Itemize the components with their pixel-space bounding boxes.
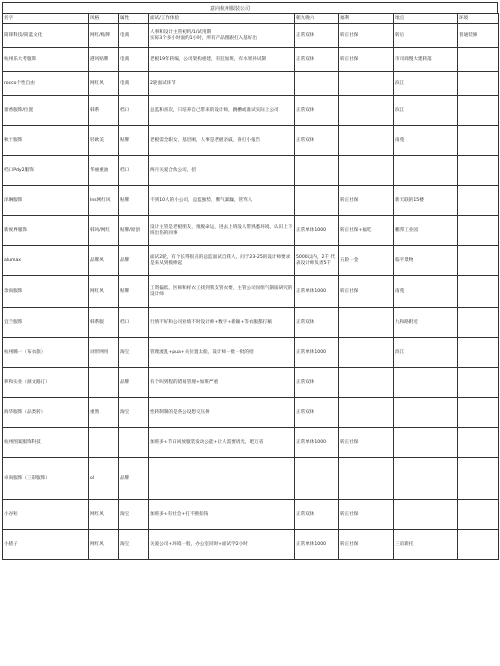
table-cell: 加班多+节日回放服装发动公能+让人需要请光，吧万省 bbox=[149, 428, 295, 458]
table-cell: 2轮面试环节 bbox=[149, 72, 295, 96]
table-cell: 萝和实业（颜文路订） bbox=[3, 368, 89, 398]
header-cell: 福利 bbox=[339, 14, 394, 24]
table-cell: 转正社保+福吃 bbox=[339, 216, 394, 246]
table-cell: 贴牌/原创 bbox=[119, 216, 149, 246]
sheet-title bbox=[2, 2, 498, 13]
table-cell: 正常单休1000 bbox=[295, 530, 339, 560]
table-cell: 正常双休 bbox=[295, 96, 339, 126]
table-cell: 老板需全职女，基层刚，人事是老板亲戚，喜打小报告 bbox=[149, 126, 295, 156]
table-cell: 关爱公司+环境一般，办公室同时+面试学2小时 bbox=[149, 530, 295, 560]
table-cell: 杭州图案服饰科技 bbox=[3, 428, 89, 458]
table-cell: 转正社保 bbox=[339, 428, 394, 458]
table-row bbox=[3, 338, 499, 368]
header-row bbox=[3, 14, 499, 24]
table-cell: 滨江 bbox=[394, 338, 458, 368]
table-cell: 转正社保 bbox=[339, 186, 394, 216]
table-row bbox=[3, 72, 499, 96]
table-cell bbox=[394, 398, 458, 428]
table-cell: 转后 bbox=[394, 24, 458, 48]
table-cell: 网红风 bbox=[89, 500, 119, 530]
table-cell: 转正社保 bbox=[339, 48, 394, 72]
table-cell: 滨江 bbox=[394, 72, 458, 96]
spreadsheet bbox=[2, 2, 498, 560]
table-cell: 有个叫到程的错易管理+加班严重 bbox=[149, 368, 295, 398]
table-cell: 滨江 bbox=[394, 96, 458, 126]
table-cell bbox=[339, 398, 394, 428]
table-cell: 老板19年转编，公司架构重建，有狂加班，有水果补试制 bbox=[149, 48, 295, 72]
table-cell: 品牌 bbox=[119, 368, 149, 398]
table-cell bbox=[458, 368, 499, 398]
table-cell: 正常单休1000 bbox=[295, 428, 339, 458]
table-cell: 正常双休 bbox=[295, 398, 339, 428]
table-row bbox=[3, 48, 499, 72]
table-cell: 鹏邦工业园 bbox=[394, 216, 458, 246]
table-cell: 网红风 bbox=[89, 276, 119, 308]
table-cell: 加班多+有社会+打不断扣钱 bbox=[149, 500, 295, 530]
table-cell: 转正社保 bbox=[339, 24, 394, 48]
table-cell bbox=[458, 428, 499, 458]
table-cell: 华丽重油 bbox=[89, 156, 119, 186]
table-cell bbox=[339, 156, 394, 186]
table-cell: 正常单休1000 bbox=[295, 216, 339, 246]
table-cell: 临平景物 bbox=[394, 246, 458, 276]
table-cell bbox=[339, 338, 394, 368]
table-cell: 正常单休1000 bbox=[295, 276, 339, 308]
table-cell bbox=[458, 530, 499, 560]
table-cell bbox=[458, 308, 499, 338]
table-cell: 杭州腾一（布衣旅） bbox=[3, 338, 89, 368]
table-cell bbox=[394, 458, 458, 500]
table-cell: 宜兰服饰 bbox=[3, 308, 89, 338]
table-cell bbox=[458, 276, 499, 308]
table-cell: 韩系服 bbox=[89, 308, 119, 338]
table-cell: 港风贴牌 bbox=[89, 48, 119, 72]
header-cell: 地点 bbox=[394, 14, 458, 24]
table-cell: 重然 bbox=[89, 398, 119, 428]
header-cell: 风格 bbox=[89, 14, 119, 24]
table-cell bbox=[394, 156, 458, 186]
table-cell: 档口 bbox=[119, 156, 149, 186]
table-cell bbox=[394, 428, 458, 458]
table-cell: 正常双休 bbox=[295, 126, 339, 156]
table-cell bbox=[339, 308, 394, 338]
table-cell bbox=[339, 368, 394, 398]
table-cell: 品牌风 bbox=[89, 246, 119, 276]
table-row bbox=[3, 530, 499, 560]
table-cell: 淘宝 bbox=[119, 530, 149, 560]
table-cell bbox=[339, 72, 394, 96]
table-cell: 网红风 bbox=[89, 72, 119, 96]
table-cell: 面试2轮，有个长得很丑的总监面试自我人，问于23-25的设计师要求是来从到模棒起 bbox=[149, 246, 295, 276]
table-row bbox=[3, 24, 499, 48]
table-cell bbox=[394, 368, 458, 398]
table-row bbox=[3, 458, 499, 500]
table-cell bbox=[458, 96, 499, 126]
table-cell bbox=[458, 48, 499, 72]
table-cell: 小谷粒 bbox=[3, 500, 89, 530]
table-cell bbox=[295, 72, 339, 96]
table-cell: 正常双休 bbox=[295, 368, 339, 398]
table-cell: 品牌 bbox=[119, 458, 149, 500]
table-row bbox=[3, 368, 499, 398]
table-cell bbox=[458, 72, 499, 96]
table-cell: 新天联的15楼 bbox=[394, 186, 458, 216]
table-cell: 蕾香服饰/位置 bbox=[3, 96, 89, 126]
table-cell: 电商 bbox=[119, 72, 149, 96]
table-row bbox=[3, 186, 499, 216]
company-table bbox=[2, 13, 499, 560]
table-cell: 档口Pdy2服饰 bbox=[3, 156, 89, 186]
table-row bbox=[3, 308, 499, 338]
table-cell bbox=[458, 500, 499, 530]
table-row bbox=[3, 126, 499, 156]
table-cell: 正常双休 bbox=[295, 500, 339, 530]
table-cell: 余尚服饰 bbox=[3, 276, 89, 308]
table-cell bbox=[89, 368, 119, 398]
table-cell bbox=[458, 338, 499, 368]
table-cell: 泽琳服饰 bbox=[3, 186, 89, 216]
table-cell: 转正社保 bbox=[339, 500, 394, 530]
table-cell: 词形网用 bbox=[89, 338, 119, 368]
table-cell: 转正社保 bbox=[339, 276, 394, 308]
table-cell: ol bbox=[89, 458, 119, 500]
table-cell: 不到10人的小公司，总监独势，脾气暴躁，管骂人 bbox=[149, 186, 295, 216]
table-cell: 秋十服饰 bbox=[3, 126, 89, 156]
table-cell: 卓尚服饰（三彩服饰） bbox=[3, 458, 89, 500]
sheet-title-text: 意向杭州服装公司 bbox=[209, 5, 250, 12]
table-cell: 正常双休 bbox=[295, 24, 339, 48]
table-cell: rocco个性自由 bbox=[3, 72, 89, 96]
table-cell bbox=[295, 458, 339, 500]
table-cell bbox=[394, 500, 458, 530]
table-row bbox=[3, 216, 499, 246]
table-cell: 南苑 bbox=[394, 126, 458, 156]
table-cell: 网红风 bbox=[89, 530, 119, 560]
table-cell: 电商 bbox=[119, 48, 149, 72]
table-cell bbox=[295, 156, 339, 186]
table-cell: 行情不好和公司业绩不时设计师+数字+新颖+等衣服都打稿 bbox=[149, 308, 295, 338]
table-cell: 转正社保 bbox=[339, 530, 394, 560]
table-cell bbox=[119, 428, 149, 458]
table-cell bbox=[458, 186, 499, 216]
table-cell bbox=[295, 186, 339, 216]
table-cell bbox=[339, 458, 394, 500]
table-cell: 淘宝 bbox=[119, 338, 149, 368]
table-cell: 淘宝 bbox=[119, 398, 149, 428]
table-cell: 设计主管是老板朋友，推脱命运，进去上班没人带熟悉环境，认识上下班出伤的同事 bbox=[149, 216, 295, 246]
table-cell: 小猪子 bbox=[3, 530, 89, 560]
table-cell bbox=[149, 458, 295, 500]
header-cell: 面试/工作体验 bbox=[149, 14, 295, 24]
table-cell bbox=[458, 458, 499, 500]
header-cell: 朝九晚六 bbox=[295, 14, 339, 24]
header-cell: 属性 bbox=[119, 14, 149, 24]
table-row bbox=[3, 96, 499, 126]
table-cell: 管理流乱+pua+关位置太船，设计师一批一批的招 bbox=[149, 338, 295, 368]
table-cell: 简锋科技/简蓝文化 bbox=[3, 24, 89, 48]
table-cell: 正常单休1000 bbox=[295, 338, 339, 368]
table-cell: 档口 bbox=[119, 308, 149, 338]
table-cell: 贴牌 bbox=[119, 126, 149, 156]
table-cell: 轻欧美 bbox=[89, 126, 119, 156]
table-cell: 韩风/网红 bbox=[89, 216, 119, 246]
table-cell: alumax bbox=[3, 246, 89, 276]
table-cell bbox=[339, 96, 394, 126]
table-cell bbox=[458, 246, 499, 276]
table-cell: 海华服饰（品类转） bbox=[3, 398, 89, 428]
table-cell: 网红/贴牌 bbox=[89, 24, 119, 48]
table-row bbox=[3, 276, 499, 308]
table-cell: 工资偏低，医师和样衣工找到我支管衣要，主管公司问组气制质研究的设计师 bbox=[149, 276, 295, 308]
table-cell: 南苑 bbox=[394, 276, 458, 308]
table-row bbox=[3, 500, 499, 530]
table-cell: 正常双休 bbox=[295, 48, 339, 72]
table-cell: 正常双休 bbox=[295, 308, 339, 338]
table-cell: 普通装修 bbox=[458, 24, 499, 48]
table-cell bbox=[339, 126, 394, 156]
table-row bbox=[3, 246, 499, 276]
table-cell bbox=[89, 428, 119, 458]
table-cell: 品牌 bbox=[119, 246, 149, 276]
table-cell: Ins网红风 bbox=[89, 186, 119, 216]
table-cell: 性转制制的是各公设想交压拼 bbox=[149, 398, 295, 428]
table-cell: 三谊新托 bbox=[394, 530, 458, 560]
table-cell: 档口 bbox=[119, 96, 149, 126]
table-cell: 韩系 bbox=[89, 96, 119, 126]
table-row bbox=[3, 398, 499, 428]
table-cell: 杭州乐大考服饰 bbox=[3, 48, 89, 72]
table-cell bbox=[458, 126, 499, 156]
table-cell: 九和路附近 bbox=[394, 308, 458, 338]
table-cell: 五险一金 bbox=[339, 246, 394, 276]
table-cell: 人事和设计主管初约/1/试用期 实际3个多小时面约1小时，所有产品图跟打入基好出 bbox=[149, 24, 295, 48]
table-cell bbox=[458, 216, 499, 246]
table-cell: 新视界服饰 bbox=[3, 216, 89, 246]
table-cell: 贴牌 bbox=[119, 276, 149, 308]
table-cell: 电商 bbox=[119, 24, 149, 48]
table-cell: 淘宝 bbox=[119, 500, 149, 530]
table-cell: 5000以内，2千 代表设计师负责5千 bbox=[295, 246, 339, 276]
table-cell: 两月关爱合伙公司，招 bbox=[149, 156, 295, 186]
table-row bbox=[3, 428, 499, 458]
table-cell: 市司商慢大建转落 bbox=[394, 48, 458, 72]
table-cell: 贴牌 bbox=[119, 186, 149, 216]
table-cell: 总监和喜次，只培养自己带来的设计师，跳槽或准试实际上公司 bbox=[149, 96, 295, 126]
table-row bbox=[3, 156, 499, 186]
header-cell: 环境 bbox=[458, 14, 499, 24]
header-cell: 名字 bbox=[3, 14, 89, 24]
table-cell bbox=[458, 156, 499, 186]
table-cell bbox=[458, 398, 499, 428]
